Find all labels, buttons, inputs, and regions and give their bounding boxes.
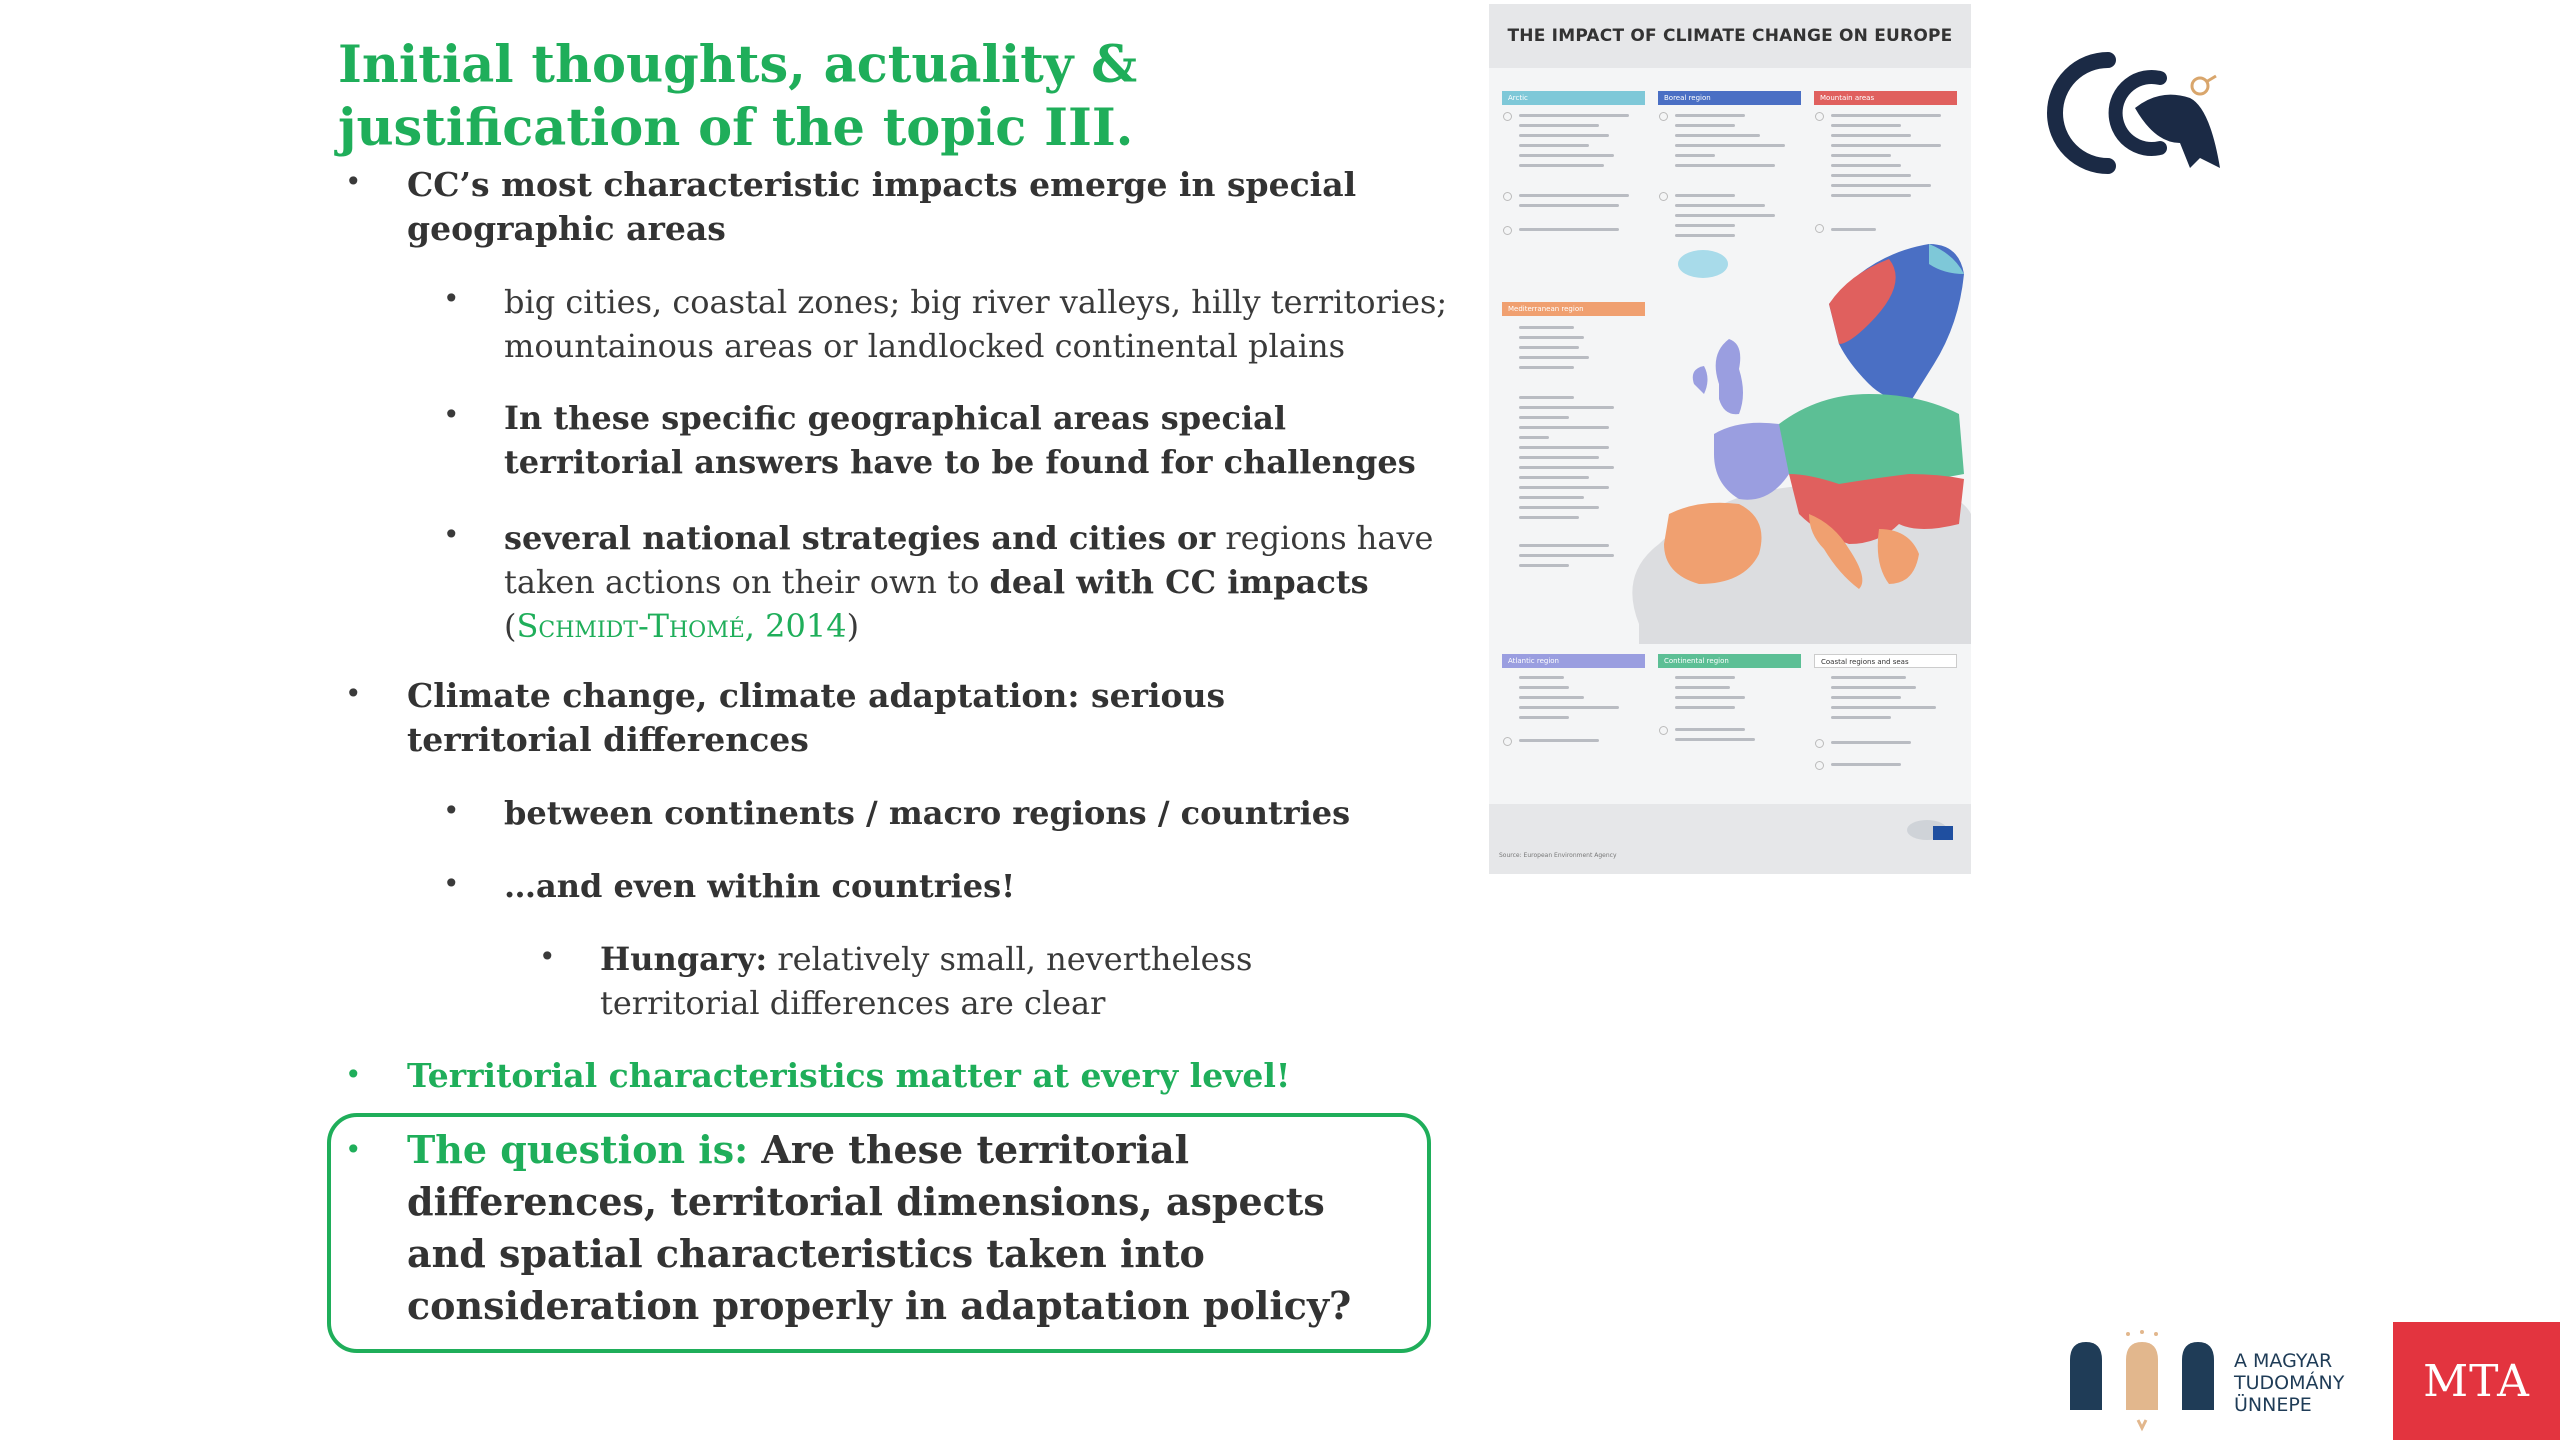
question-lead: The question is:: [407, 1127, 749, 1172]
poster-title: THE IMPACT OF CLIMATE CHANGE ON EUROPE: [1489, 4, 1971, 68]
bullet-dot: •: [443, 794, 460, 827]
bullet-between-continents: between continents / macro regions / countries: [504, 794, 1351, 832]
info-icon: [1659, 726, 1668, 735]
bullet-territorial-answers: In these specific geographical areas special territorial answers have to be found for challenges: [504, 399, 1416, 481]
info-icon: [1659, 112, 1668, 121]
info-icon: [1815, 112, 1824, 121]
bullet-territorial-differences: Climate change, climate adaptation: serious territorial differences: [407, 676, 1226, 759]
eu-flag-icon: [1907, 816, 1957, 846]
bullet-hungary-text: relatively small, nevertheless territorial differences are clear: [600, 940, 1253, 1022]
bullet-national-strategies-bold-2: deal with CC impacts: [989, 563, 1369, 601]
map-great-britain: [1716, 339, 1743, 414]
zone-label-atlantic: Atlantic region: [1502, 654, 1645, 668]
bullet-special-geographic-areas: CC’s most characteristic impacts emerge in special geographic areas: [407, 165, 1357, 248]
info-icon: [1503, 226, 1512, 235]
map-iceland: [1678, 250, 1728, 278]
bullet-national-strategies-text-1: regions have taken actions on their own to: [504, 519, 1434, 601]
bullet-dot: •: [443, 867, 460, 900]
bullet-territorial-characteristics: Territorial characteristics matter at every level!: [407, 1056, 1291, 1095]
zone-label-continental: Continental region: [1658, 654, 1801, 668]
info-icon: [1503, 192, 1512, 201]
slide-title: [338, 34, 1488, 160]
zone-label-mountain: Mountain areas: [1814, 91, 1957, 105]
bullet-dot: •: [443, 282, 460, 315]
magyar-tudomany-text: [2234, 1350, 2344, 1416]
info-icon: [1815, 761, 1824, 770]
magyar-tudomany-line-1: A MAGYAR: [2234, 1350, 2333, 1372]
info-icon: [1815, 224, 1824, 233]
info-icon: [1659, 192, 1668, 201]
map-atlantic: [1714, 423, 1792, 500]
question-body: Are these territorial differences, territorial dimensions, aspects and spatial characteristics taken into consideration properly in adaptation policy?: [407, 1127, 1352, 1328]
bullet-dot: •: [443, 518, 460, 551]
map-ireland: [1693, 366, 1708, 394]
bullet-dot: •: [443, 398, 460, 431]
bullet-dot: •: [345, 677, 362, 710]
bullet-geographic-examples: big cities, coastal zones; big river valleys, hilly territories; mountainous areas or landlocked continental plains: [504, 283, 1448, 365]
zone-label-boreal: Boreal region: [1658, 91, 1801, 105]
zone-label-coastal: Coastal regions and seas: [1814, 654, 1957, 668]
citation-reference: Schmidt-Thomé, 2014: [516, 607, 847, 645]
info-icon: [1815, 739, 1824, 748]
info-icon: [1503, 737, 1512, 746]
mta-logo: MTA: [2393, 1322, 2560, 1440]
bullet-dot: •: [345, 1058, 362, 1091]
question-text: [407, 1124, 1407, 1332]
zone-label-arctic: Arctic: [1502, 91, 1645, 105]
bullet-within-countries: …and even within countries!: [504, 867, 1016, 905]
europe-map: [1489, 244, 1971, 644]
bullet-national-strategies: [504, 516, 1454, 648]
bullet-national-strategies-text-2: (: [504, 607, 517, 645]
info-icon: [1503, 112, 1512, 121]
poster-footer: [1489, 804, 1971, 874]
climate-impact-poster: [1489, 4, 1971, 874]
zone-label-mediterranean: Mediterranean region: [1502, 302, 1645, 316]
bullet-dot: •: [345, 165, 362, 198]
poster-source: Source: European Environment Agency: [1499, 852, 1617, 859]
bullet-national-strategies-bold-1: several national strategies and cities or: [504, 519, 1216, 557]
slide-title-line-2: justification of the topic III.: [338, 98, 1134, 158]
cc-logo-icon: [2040, 48, 2226, 178]
bullet-hungary-bold: Hungary:: [600, 940, 768, 978]
slide-title-line-1: Initial thoughts, actuality &: [338, 35, 1138, 95]
bullet-dot: •: [345, 1133, 362, 1166]
magyar-tudomany-line-2: TUDOMÁNY: [2234, 1372, 2345, 1394]
bullet-national-strategies-text-3: ): [846, 607, 860, 645]
bullet-dot: •: [539, 940, 556, 973]
bullet-hungary: [600, 937, 1420, 1025]
magyar-tudomany-line-3: ÜNNEPE: [2234, 1394, 2312, 1416]
magyar-tudomany-logo-icon: [2068, 1330, 2218, 1438]
